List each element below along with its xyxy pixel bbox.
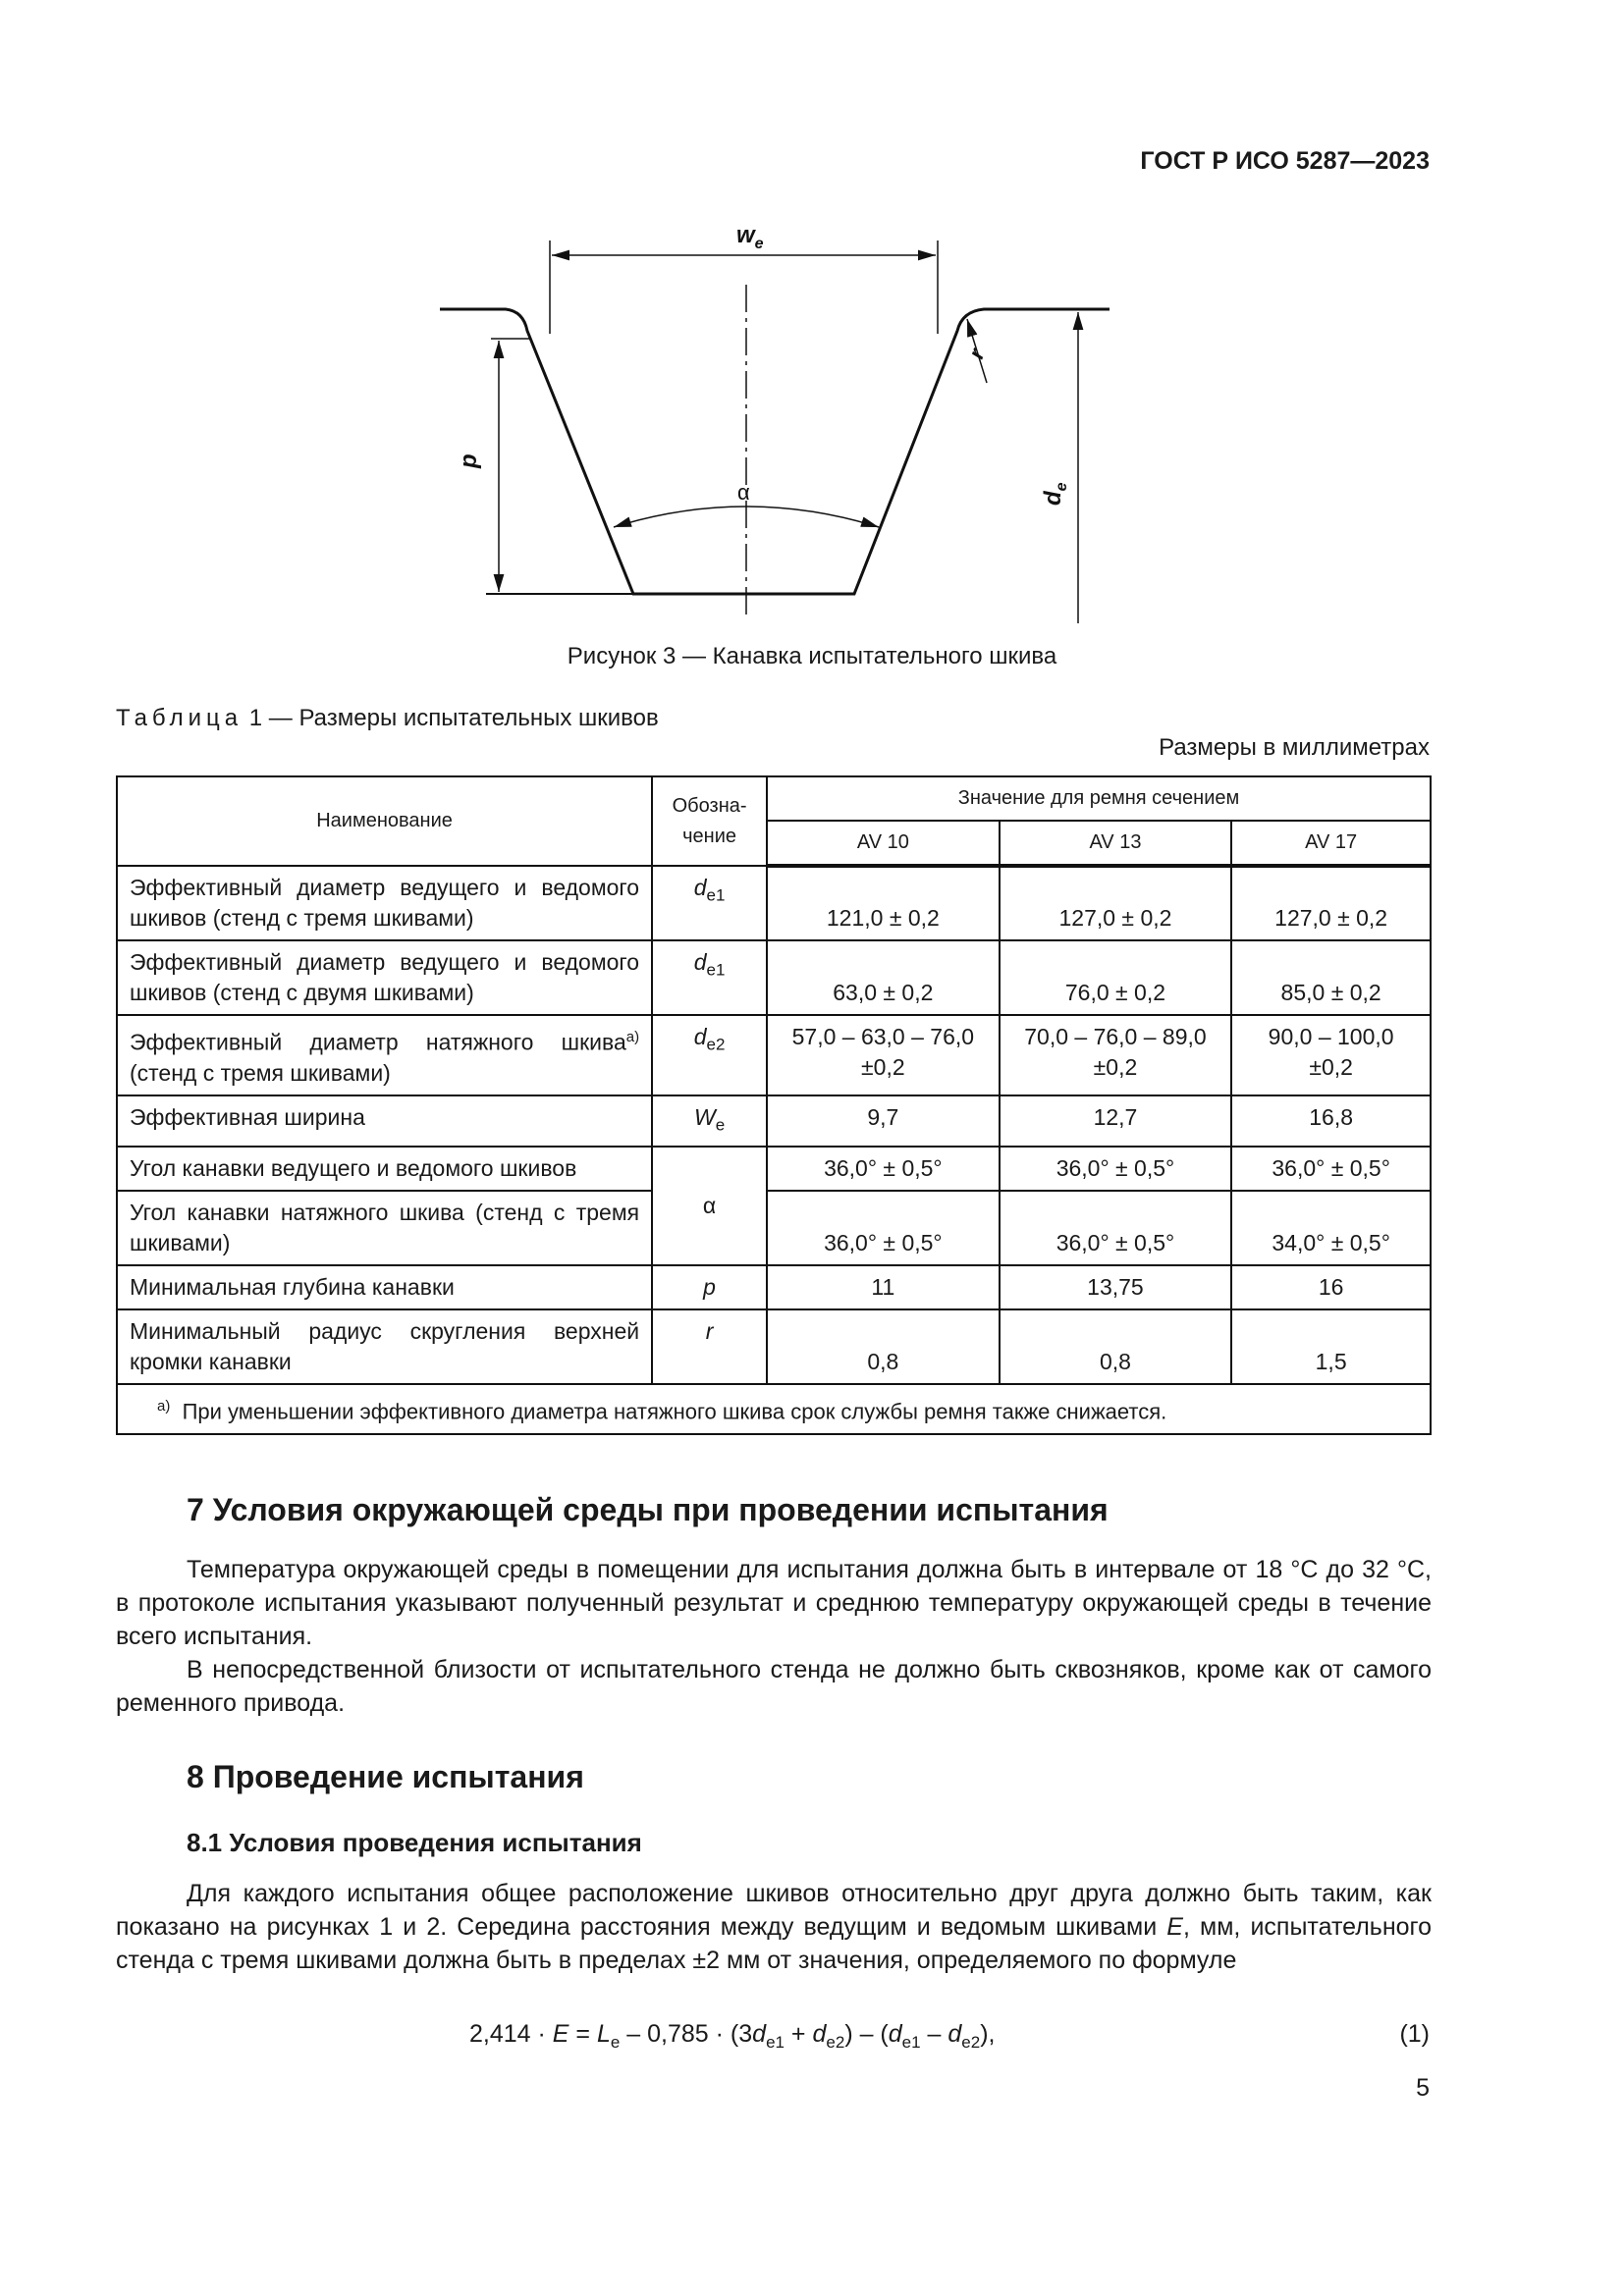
row-value-av17: 1,5 <box>1231 1309 1431 1384</box>
row-name: Эффективная ширина <box>117 1095 652 1148</box>
row-value-av13: 70,0 – 76,0 – 89,0 ±0,2 <box>1000 1015 1232 1095</box>
row-value-av13: 36,0° ± 0,5° <box>1000 1147 1232 1191</box>
header-name: Наименование <box>117 776 652 866</box>
row-value-av10: 121,0 ± 0,2 <box>767 866 1000 940</box>
de-sub: e <box>1054 482 1070 492</box>
row-symbol: α <box>652 1147 767 1265</box>
table-caption-text: 1 — Размеры испытательных шкивов <box>243 705 659 731</box>
row-value-av17: 16 <box>1231 1265 1431 1309</box>
row-value-av10: 36,0° ± 0,5° <box>767 1147 1000 1191</box>
header-symbol-l1: Обозна- <box>672 794 747 817</box>
header-av10: AV 10 <box>767 821 1000 866</box>
we-label <box>736 222 764 252</box>
row-name: Минимальная глубина канавки <box>117 1265 652 1309</box>
row-name: Угол канавки натяжного шкива (стенд с тремя шкивами) <box>117 1191 652 1265</box>
row-value-av10: 9,7 <box>767 1095 1000 1148</box>
de-main: d <box>1040 491 1066 506</box>
table-footnote <box>117 1384 1431 1433</box>
we-sub: e <box>754 236 764 252</box>
page-number: 5 <box>1416 2074 1430 2102</box>
alpha-label: α <box>737 480 750 505</box>
r-label: r <box>963 346 990 362</box>
row-symbol: r <box>652 1309 767 1384</box>
row-symbol: $d_{e1}$ <box>652 866 767 940</box>
row-value-av10: 57,0 – 63,0 – 76,0 ±0,2 <box>767 1015 1000 1095</box>
section-7-heading: 7 Условия окружающей среды при проведении испытания <box>187 1492 1109 1527</box>
table-row <box>117 1015 1431 1095</box>
table-row <box>117 866 1431 940</box>
row-symbol: p <box>652 1265 767 1309</box>
table-row <box>117 1147 1431 1191</box>
row-value-av13: 36,0° ± 0,5° <box>1000 1191 1232 1265</box>
row-value-av10: 11 <box>767 1265 1000 1309</box>
header-symbol <box>652 776 767 866</box>
table-row <box>117 1309 1431 1384</box>
row-value-av17: 90,0 – 100,0 ±0,2 <box>1231 1015 1431 1095</box>
row-value-av13: 13,75 <box>1000 1265 1232 1309</box>
header-av13: AV 13 <box>1000 821 1232 866</box>
header-symbol-l2: чение <box>682 825 737 847</box>
row-value-av13: 76,0 ± 0,2 <box>1000 940 1232 1015</box>
table-row <box>117 1191 1431 1265</box>
section-8-1-body <box>116 1877 1432 1977</box>
section-7-paragraph-1: Температура окружающей среды в помещении для испытания должна быть в интервале от 18 °C до 32 °C, в протоколе испытания указывают полученный результат и среднюю температуру окружающей среды в течение всего испытания. <box>116 1556 1432 1650</box>
formula-1: $2,414 \cdot E = L_e - 0,785 \cdot (3d_{e1} + d_{e2}) - (d_{e1} - d_{e2})$, <box>469 2020 996 2052</box>
row-value-av10: 63,0 ± 0,2 <box>767 940 1000 1015</box>
section-7-paragraph-2: В непосредственной близости от испытательного стенда не должно быть сквозняков, кроме как от самого ременного привода. <box>116 1656 1432 1717</box>
row-name: Эффективный диаметр ведущего и ведомого шкивов (стенд с тремя шкивами) <box>117 866 652 940</box>
p-label: p <box>456 454 482 468</box>
table-row <box>117 940 1431 1015</box>
table-caption <box>116 705 659 732</box>
row-value-av10: 36,0° ± 0,5° <box>767 1191 1000 1265</box>
row-symbol: $d_{e2}$ <box>652 1015 767 1095</box>
section-7-body <box>116 1553 1432 1720</box>
row-value-av17: 85,0 ± 0,2 <box>1231 940 1431 1015</box>
table-units: Размеры в миллиметрах <box>1159 734 1430 761</box>
row-value-av13: 12,7 <box>1000 1095 1232 1148</box>
section-8-1-paragraph: Для каждого испытания общее расположение шкивов относительно друг друга должно быть таким, как показано на рисунках 1 и 2. Середина расстояния между ведущим и ведомым шкивами E, мм, испытательного стенда с тремя шкивами должна быть в пределах ±2 мм от значения, определяемого по формуле <box>116 1880 1432 1974</box>
header-value-group: Значение для ремня сечением <box>767 776 1431 821</box>
figure-caption: Рисунок 3 — Канавка испытательного шкива <box>567 643 1057 669</box>
row-value-av17: 34,0° ± 0,5° <box>1231 1191 1431 1265</box>
row-value-av13: 0,8 <box>1000 1309 1232 1384</box>
row-value-av17: 16,8 <box>1231 1095 1431 1148</box>
de-label <box>1040 482 1070 506</box>
pulley-dimensions-table <box>116 775 1432 1435</box>
section-8-1-heading: 8.1 Условия проведения испытания <box>187 1828 642 1857</box>
document-id: ГОСТ Р ИСО 5287—2023 <box>1140 147 1430 175</box>
we-main: w <box>736 222 755 248</box>
header-av17: AV 17 <box>1231 821 1431 866</box>
row-name: Минимальный радиус скругления верхней кромки канавки <box>117 1309 652 1384</box>
row-value-av10: 0,8 <box>767 1309 1000 1384</box>
section-8-heading: 8 Проведение испытания <box>187 1759 584 1794</box>
row-name: Эффективный диаметр натяжного шкива$^{а)}$ (стенд с тремя шкивами) <box>117 1015 652 1095</box>
pulley-groove-figure <box>432 221 1119 633</box>
row-name: Угол канавки ведущего и ведомого шкивов <box>117 1147 652 1191</box>
row-value-av17: 127,0 ± 0,2 <box>1231 866 1431 940</box>
table-caption-prefix: Таблица <box>116 705 244 731</box>
footnote-mark: а) <box>157 1398 171 1415</box>
formula-number: (1) <box>1399 2020 1430 2048</box>
table-row <box>117 1265 1431 1309</box>
row-symbol: $d_{e1}$ <box>652 940 767 1015</box>
row-value-av17: 36,0° ± 0,5° <box>1231 1147 1431 1191</box>
row-name: Эффективный диаметр ведущего и ведомого шкивов (стенд с двумя шкивами) <box>117 940 652 1015</box>
table-row <box>117 1095 1431 1148</box>
footnote-text: При уменьшении эффективного диаметра натяжного шкива срок службы ремня также снижается. <box>182 1399 1167 1424</box>
row-value-av13: 127,0 ± 0,2 <box>1000 866 1232 940</box>
row-symbol: $W_e$ <box>652 1095 767 1148</box>
